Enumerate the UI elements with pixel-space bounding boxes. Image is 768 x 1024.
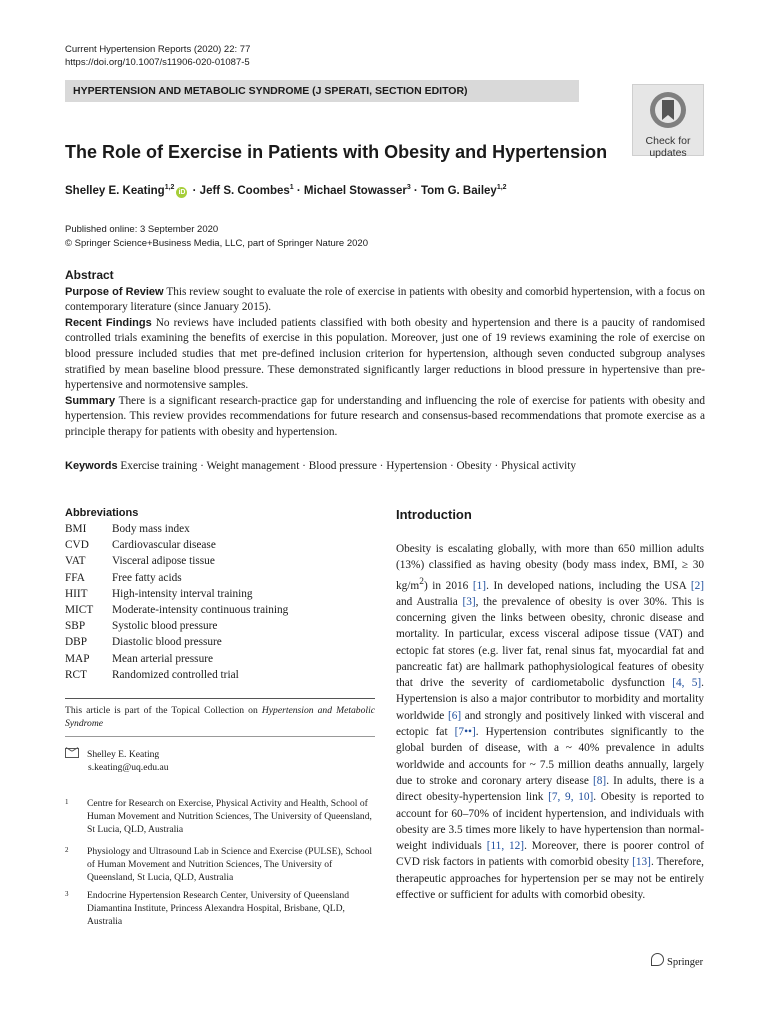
author-affiliation: 1,2	[164, 184, 175, 191]
introduction-text	[396, 541, 704, 903]
affiliation-number: 3	[65, 890, 69, 898]
abbreviation-value: High-intensity interval training	[112, 587, 253, 600]
intro-segment: . In adults, there is a direct obesity-hypertension link	[396, 774, 704, 804]
topical-collection-note	[65, 704, 375, 730]
abbreviation-row	[65, 618, 375, 634]
intro-segment: . Hypertension contributes significantly to the global burden of disease, with a ~ 40% prevalence in adults worldwide and accounts for ~ 7.5 million deaths annually, largely due to stroke and coronary artery disease	[396, 726, 704, 787]
abbreviation-row	[65, 602, 375, 618]
doi-link[interactable]: https://doi.org/10.1007/s11906-020-01087-5	[65, 57, 250, 68]
citation-link[interactable]: [6]	[447, 709, 462, 722]
topical-text: This article is part of the Topical Collection on	[65, 705, 262, 716]
abbreviation-value: Free fatty acids	[112, 571, 182, 584]
purpose-text: This review sought to evaluate the role of exercise in patients with obesity and comorbid hypertension, with a focus on contemporary literature (since January 2015).	[65, 285, 706, 314]
affiliation	[65, 797, 375, 836]
summary-label: Summary	[65, 394, 116, 407]
abbreviation-key: CVD	[65, 539, 89, 552]
affiliation-text: Centre for Research on Exercise, Physical Activity and Health, School of Human Movement and Nutrition Sciences, The University of Queensland, St Lucia, QLD, Australia	[87, 798, 372, 835]
citation-link[interactable]: [1]	[472, 579, 487, 592]
corresponding-name: Shelley E. Keating	[87, 749, 160, 760]
affiliation-text: Endocrine Hypertension Research Center, University of Queensland Diamantina Institute, Princess Alexandra Hospital, Brisbane, QLD, Australia	[87, 890, 350, 927]
abbreviation-key: MAP	[65, 652, 90, 665]
abbreviation-row	[65, 634, 375, 650]
abbreviation-row	[65, 586, 375, 602]
bookmark-icon	[648, 90, 688, 130]
badge-label-2: updates	[649, 147, 687, 159]
orcid-icon[interactable]: iD	[178, 188, 186, 196]
abstract-heading: Abstract	[65, 268, 114, 282]
published-date: Published online: 3 September 2020	[65, 224, 219, 235]
citation-link[interactable]: [7, 9, 10]	[548, 791, 594, 804]
intro-superscript: 2	[419, 576, 424, 587]
abbreviation-key: SBP	[65, 620, 86, 633]
abbreviation-row	[65, 667, 375, 683]
author-name[interactable]: Shelley E. Keating	[65, 184, 165, 197]
citation-link[interactable]: [13]	[632, 856, 651, 869]
abstract-purpose	[65, 285, 705, 316]
abbreviation-value: Randomized controlled trial	[112, 668, 239, 681]
intro-segment: . Hypertension is also a major contributor to morbidity and mortality worldwide	[396, 677, 704, 722]
citation-link[interactable]: [11, 12]	[486, 840, 525, 853]
intro-segment: . Obesity is reported to account for 60–70% of incident hypertension, and individuals with obesity are 3.5 times more likely to have hypertension than normal-weight individuals	[396, 791, 704, 853]
citation-link[interactable]: [8]	[593, 774, 607, 787]
envelope-icon	[65, 748, 79, 758]
intro-segment: . Moreover, there is poorer control of CVD risk factors in patients with comorbid obesity	[396, 840, 704, 869]
citation-link[interactable]: [7••]	[454, 726, 476, 739]
intro-segment: and strongly and positively linked with visceral and ectopic fat	[396, 709, 705, 739]
abbreviation-key: VAT	[65, 555, 86, 568]
corresponding-email[interactable]: s.keating@uq.edu.au	[88, 762, 169, 773]
affiliation-text: Physiology and Ultrasound Lab in Science and Exercise (PULSE), School of Human Movement and Nutrition Sciences, The University of Queensland, St Lucia, QLD, Australia	[87, 846, 373, 883]
author-list: Shelley E. Keating$^{1,2}$iD · Jeff S. Coombes$^1$ · Michael Stowasser$^3$ · Tom G. Bailey$^{1,2}$	[65, 184, 507, 197]
affiliation	[65, 845, 375, 884]
abbreviation-key: FFA	[65, 571, 85, 584]
abbreviation-value: Body mass index	[112, 523, 190, 535]
footnote-divider	[65, 698, 375, 699]
abbreviation-value: Systolic blood pressure	[112, 620, 218, 633]
findings-label: Recent Findings	[65, 316, 152, 329]
purpose-label: Purpose of Review	[65, 285, 164, 298]
abbreviation-value: Mean arterial pressure	[112, 652, 213, 665]
citation-link[interactable]: [4, 5]	[672, 677, 702, 690]
abbreviations	[65, 507, 375, 683]
abbreviation-key: BMI	[65, 523, 87, 535]
author-name[interactable]: Tom G. Bailey	[420, 184, 497, 197]
abbreviation-value: Visceral adipose tissue	[112, 555, 215, 568]
author-affiliation: 3	[406, 184, 411, 191]
abbreviation-value: Cardiovascular disease	[112, 539, 216, 552]
citation-link[interactable]: [2]	[690, 579, 704, 592]
keywords-label: Keywords	[65, 460, 118, 472]
abbreviations-heading: Abbreviations	[65, 507, 139, 519]
author-name[interactable]: Michael Stowasser	[303, 184, 407, 197]
abbreviation-key: RCT	[65, 668, 87, 681]
introduction-heading: Introduction	[396, 507, 472, 522]
section-banner: HYPERTENSION AND METABOLIC SYNDROME (J SPERATI, SECTION EDITOR)	[65, 80, 579, 102]
footnote-divider	[65, 736, 375, 737]
corresponding-author	[65, 748, 169, 774]
author-affiliation: 1,2	[496, 184, 507, 191]
affiliation	[65, 889, 375, 928]
abbreviation-row	[65, 521, 375, 537]
badge-label-1: Check for	[645, 135, 691, 147]
publication-info	[65, 223, 368, 251]
check-for-updates-badge[interactable]	[632, 84, 704, 159]
summary-text: There is a significant research-practice gap for understanding and influencing the role of exercise for patients with obesity and hypertension. This review provides recommendations for future research and consensus-based recommendations that promote exercise as a principle therapy for patients with obesity and hypertension.	[65, 394, 705, 438]
abbreviation-key: HIIT	[65, 587, 88, 600]
article-title: The Role of Exercise in Patients with Obesity and Hypertension	[65, 142, 608, 162]
topical-collection-name: Hypertension and Metabolic Syndrome	[65, 705, 375, 729]
abbreviation-key: MICT	[65, 603, 94, 616]
publisher-name: Springer	[667, 957, 704, 968]
abstract-findings	[65, 316, 705, 394]
abbreviation-row	[65, 553, 375, 569]
journal-name: Current Hypertension Reports (2020) 22: 77	[65, 44, 251, 55]
intro-segment: ) in 2016	[423, 579, 473, 592]
abbreviation-row	[65, 651, 375, 667]
copyright-notice: © Springer Science+Business Media, LLC, part of Springer Nature 2020	[65, 238, 368, 249]
intro-segment: Obesity is escalating globally, with more than 650 million adults (13%) classified as having obesity (body mass index, BMI, ≥ 30 kg/m	[396, 543, 704, 592]
abbreviation-row	[65, 537, 375, 553]
author-affiliation: 1	[289, 184, 294, 191]
abbreviation-row	[65, 570, 375, 586]
author-name[interactable]: Jeff S. Coombes	[199, 184, 290, 197]
findings-text: No reviews have included patients classified with both obesity and hypertension and there is a paucity of randomised controlled trials examining the benefits of exercise in this population. Moreover, just one of 19 reviews examining the role of exercise on blood pressure included studies that met pre-defined inclusion criterion for hypertension, although seven conducted subgroup analyses stratified by mean baseline blood pressure. These demonstrated significantly larger reductions in blood pressure in hypertensive than pre-hypertensive and normotensive samples.	[65, 316, 706, 392]
keywords	[65, 460, 576, 472]
intro-segment: and Australia	[396, 595, 463, 608]
abstract-summary	[65, 394, 705, 441]
journal-citation	[65, 43, 250, 69]
intro-segment: . In developed nations, including the USA	[486, 579, 691, 592]
intro-segment: , the prevalence of obesity is over 30%. This is concerning given the links between obesity, chronic disease and mortality. In particular, excess visceral adipose tissue (VAT) and ectopic fat stores (e.g. liver fat, renal sinus fat, myocardial fat and pancreatic fat) are hallmark pathophysiological features of obesity that drive the severity of cardiometabolic dysfunction	[396, 595, 705, 690]
abbreviation-key: DBP	[65, 636, 87, 649]
affiliation-number: 1	[65, 798, 69, 806]
abbreviation-value: Diastolic blood pressure	[112, 636, 222, 649]
intro-segment: . Therefore, therapeutic approaches for hypertension per se may not be entirely effective or sufficient for adults with comorbid obesity.	[396, 856, 704, 901]
abbreviation-value: Moderate-intensity continuous training	[112, 603, 289, 616]
affiliation-number: 2	[65, 846, 69, 854]
keywords-text: Exercise training · Weight management · Blood pressure · Hypertension · Obesity · Physical activity	[120, 460, 577, 472]
citation-link[interactable]: [3]	[462, 595, 476, 608]
springer-logo-icon	[651, 953, 664, 966]
publisher-footer	[651, 953, 703, 968]
abstract	[65, 268, 705, 441]
